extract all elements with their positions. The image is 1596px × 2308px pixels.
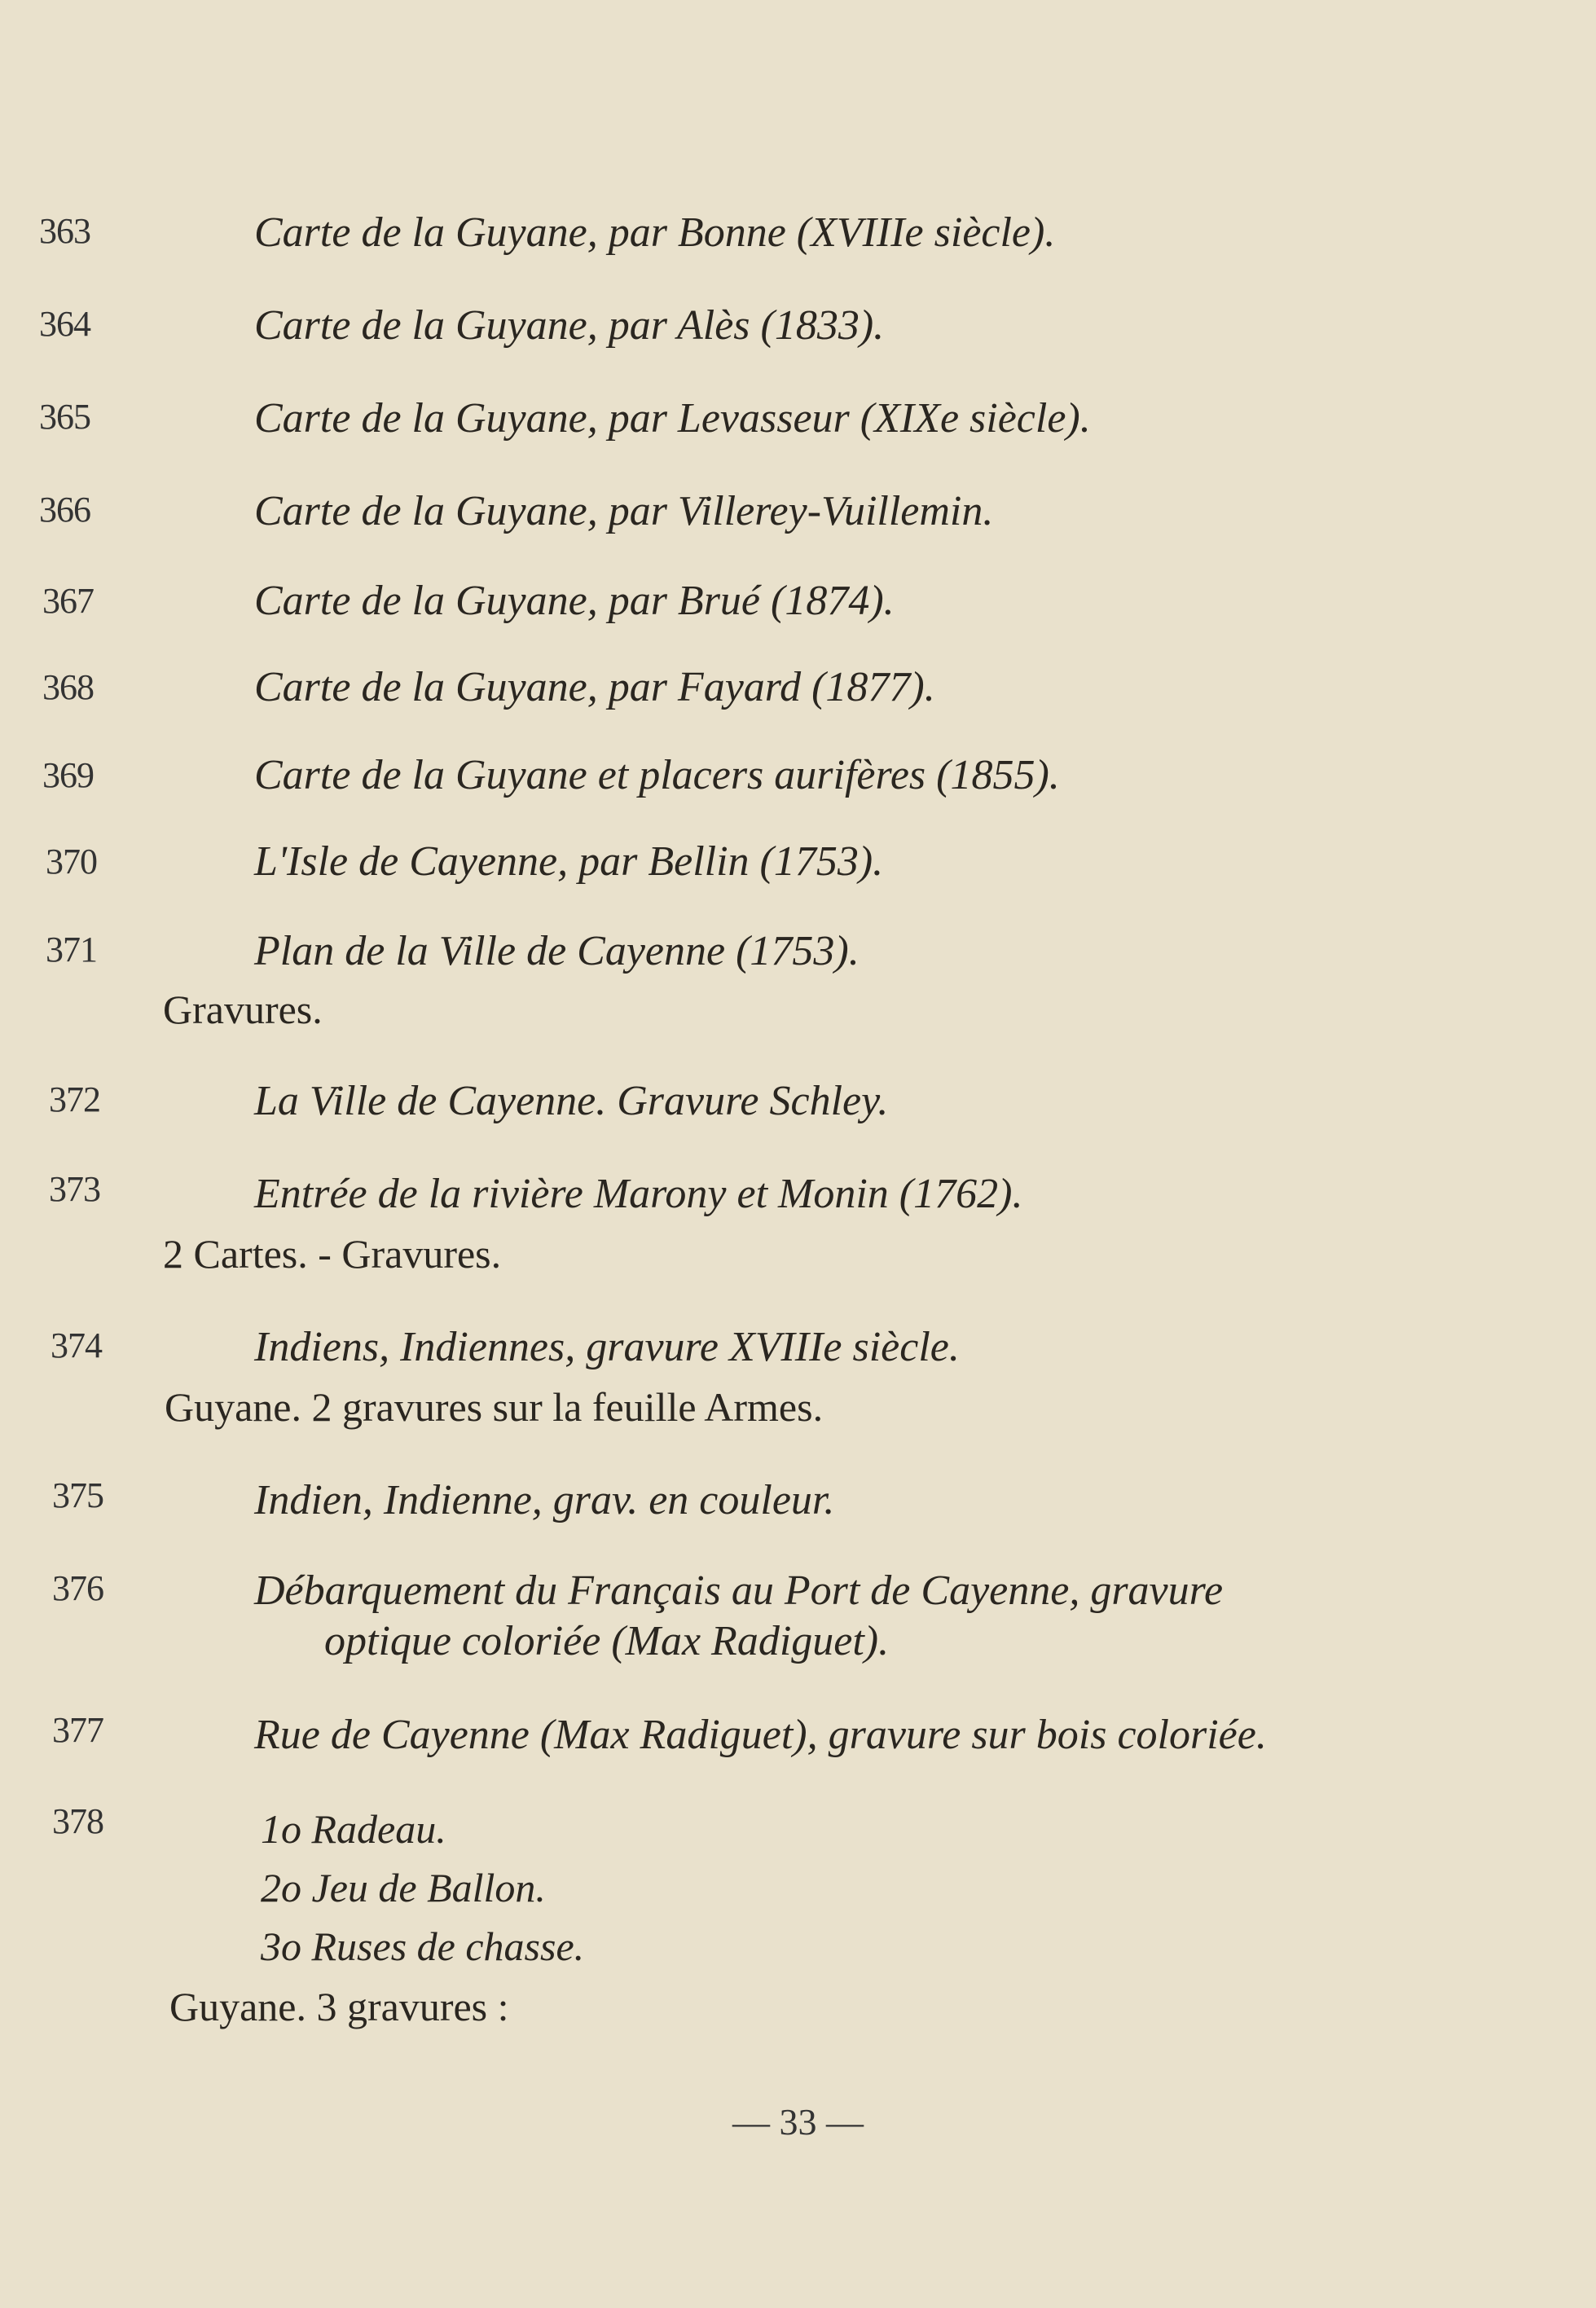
entry-number: 367 (42, 581, 94, 621)
entry-title: Carte de la Guyane, par Bonne (XVIIIe siècle). (254, 209, 1056, 256)
entry-number: 376 (52, 1568, 103, 1608)
entry-number: 366 (39, 490, 90, 530)
section-note: Guyane. 3 gravures : (169, 1984, 509, 2029)
entry-title: Carte de la Guyane, par Brué (1874). (254, 578, 895, 624)
section-note: Gravures. (163, 987, 323, 1032)
entry-number: 373 (49, 1169, 100, 1209)
entry-number: 365 (39, 397, 90, 437)
sub-item: 1o Radeau. (261, 1806, 446, 1852)
entry-title-multiline (254, 1566, 1387, 1667)
page-number: — 33 — (732, 2101, 864, 2143)
entry-number: 363 (39, 211, 90, 251)
sub-item: 2o Jeu de Ballon. (261, 1865, 546, 1910)
entry-number: 372 (49, 1079, 100, 1119)
sub-item: 3o Ruses de chasse. (261, 1923, 585, 1969)
entry-number: 378 (52, 1801, 103, 1841)
entry-number: 369 (42, 755, 94, 795)
entry-number: 364 (39, 304, 90, 344)
entry-title: Carte de la Guyane, par Alès (1833). (254, 302, 885, 349)
entry-title: Indien, Indienne, grav. en couleur. (254, 1477, 835, 1523)
entry-title: Entrée de la rivière Marony et Monin (1762). (254, 1171, 1023, 1217)
entry-title: Carte de la Guyane, par Villerey-Vuillemin. (254, 488, 994, 534)
entry-title: Rue de Cayenne (Max Radiguet), gravure sur bois coloriée. (254, 1712, 1267, 1758)
entry-title: Carte de la Guyane et placers aurifères (1855). (254, 752, 1060, 798)
entry-number: 368 (42, 667, 94, 707)
section-note: Guyane. 2 gravures sur la feuille Armes. (165, 1384, 824, 1430)
entry-title: La Ville de Cayenne. Gravure Schley. (254, 1078, 889, 1124)
entry-title: L'Isle de Cayenne, par Bellin (1753). (254, 838, 884, 885)
entry-title-line: Débarquement du Français au Port de Cayenne, gravure (254, 1567, 1224, 1614)
entry-number: 370 (46, 842, 97, 881)
entry-title-continuation: optique coloriée (Max Radiguet). (324, 1618, 890, 1664)
entry-title: Indiens, Indiennes, gravure XVIIIe siècle. (254, 1324, 960, 1370)
entry-title: Plan de la Ville de Cayenne (1753). (254, 928, 860, 974)
entry-number: 374 (51, 1325, 102, 1365)
entry-number: 377 (52, 1710, 103, 1750)
entry-title: Carte de la Guyane, par Levasseur (XIXe siècle). (254, 395, 1091, 442)
entry-number: 371 (46, 930, 97, 969)
entry-title: Carte de la Guyane, par Fayard (1877). (254, 664, 935, 710)
section-note: 2 Cartes. - Gravures. (163, 1231, 502, 1277)
entry-number: 375 (52, 1475, 103, 1515)
